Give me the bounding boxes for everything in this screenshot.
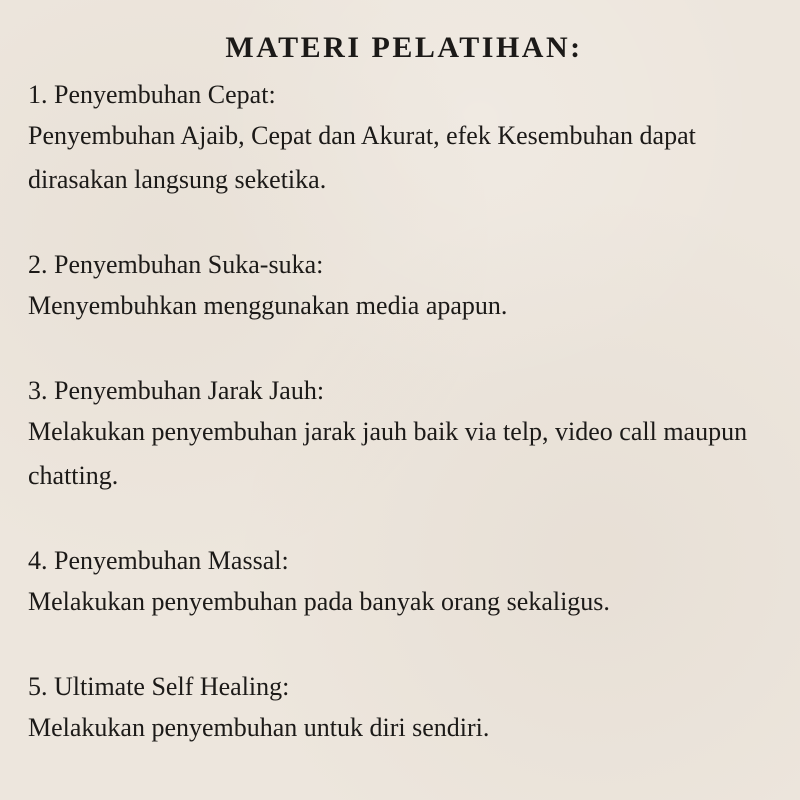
item-heading: 4. Penyembuhan Massal:: [28, 546, 289, 575]
item-heading: 5. Ultimate Self Healing:: [28, 672, 290, 701]
page-title: MATERI PELATIHAN:: [225, 31, 583, 64]
item-description: Melakukan penyembuhan pada banyak orang sekaligus.: [28, 587, 610, 616]
list-item: [28, 246, 780, 328]
item-heading: 1. Penyembuhan Cepat:: [28, 80, 276, 109]
item-description: Melakukan penyembuhan jarak jauh baik via telp, video call maupun chatting.: [28, 417, 748, 490]
list-item: [28, 76, 780, 202]
list-item: [28, 542, 780, 624]
item-description: Penyembuhan Ajaib, Cepat dan Akurat, efek Kesembuhan dapat dirasakan langsung seketika.: [28, 121, 696, 194]
item-heading: 2. Penyembuhan Suka-suka:: [28, 250, 324, 279]
list-item: [28, 372, 780, 498]
list-item: [28, 668, 780, 750]
item-description: Melakukan penyembuhan untuk diri sendiri.: [28, 713, 490, 742]
item-description: Menyembuhkan menggunakan media apapun.: [28, 291, 508, 320]
item-heading: 3. Penyembuhan Jarak Jauh:: [28, 376, 325, 405]
